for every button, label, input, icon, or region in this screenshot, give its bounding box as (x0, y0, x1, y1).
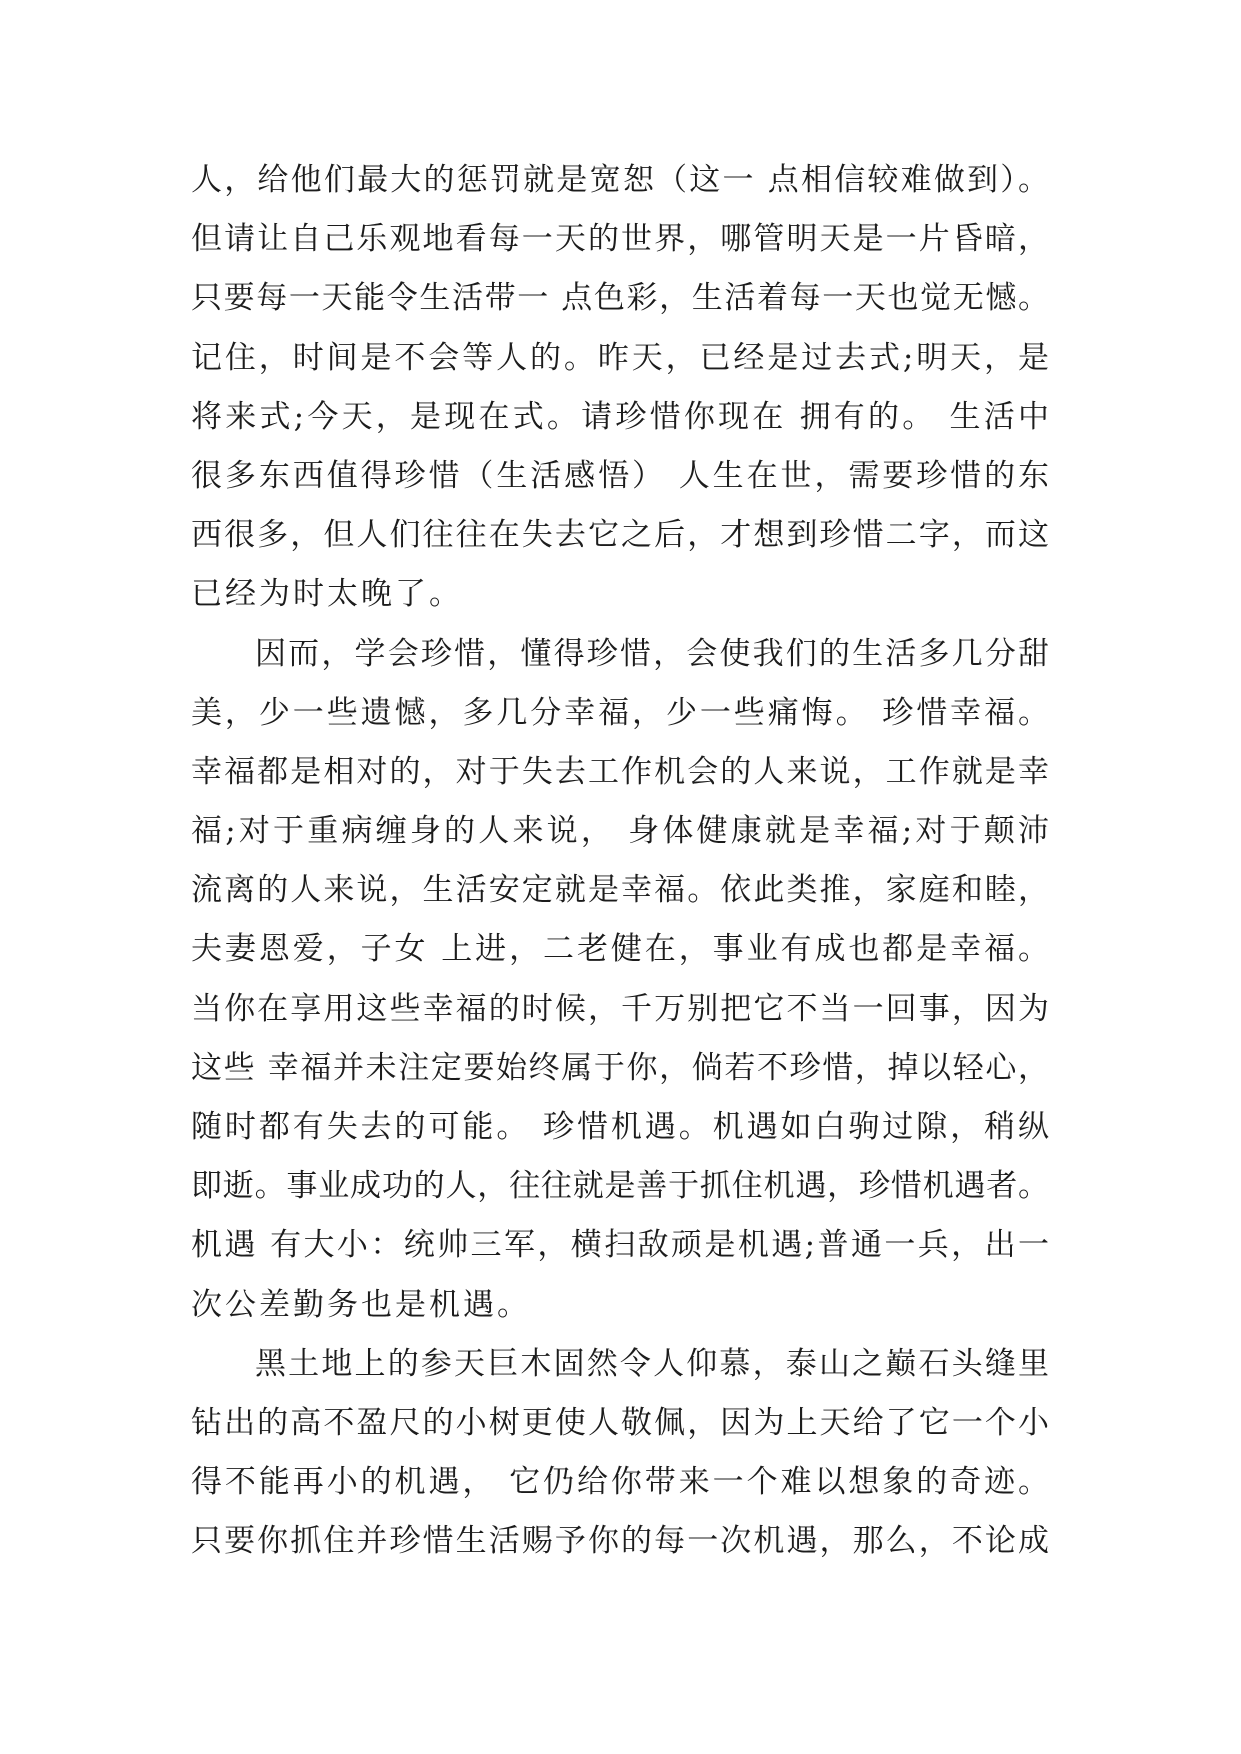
text-line: 已经为时太晚了。 (191, 576, 463, 613)
text-line: 福;对于重病缠身的人来说， 身体健康就是幸福;对于颠沛 (191, 813, 1049, 850)
text-line: 很多东西值得珍惜（生活感悟） 人生在世，需要珍惜的东 (191, 457, 1049, 494)
text-line: 随时都有失去的可能。 珍惜机遇。机遇如白驹过隙，稍纵 (191, 1109, 1049, 1145)
text-line: 幸福都是相对的，对于失去工作机会的人来说，工作就是幸 (191, 753, 1049, 790)
text-line: 次公差勤务也是机遇。 (191, 1286, 531, 1323)
text-line: 这些 幸福并未注定要始终属于你，倘若不珍惜，掉以轻心， (191, 1049, 1049, 1086)
text-line: 机遇 有大小：统帅三军，横扫敌顽是机遇;普通一兵，出一 (191, 1227, 1049, 1264)
paragraph-3 (191, 1335, 1049, 1572)
text-line: 得不能再小的机遇， 它仍给你带来一个难以想象的奇迹。 (191, 1464, 1049, 1501)
paragraph-2 (191, 625, 1049, 1335)
text-line: 钻出的高不盈尺的小树更使人敬佩，因为上天给了它一个小 (191, 1404, 1049, 1441)
text-line: 美，少一些遗憾，多几分幸福，少一些痛悔。 珍惜幸福。 (191, 694, 1049, 731)
paragraph-1 (191, 151, 1049, 625)
text-line: 只要你抓住并珍惜生活赐予你的每一次机遇，那么，不论成 (191, 1523, 1049, 1560)
text-line: 流离的人来说，生活安定就是幸福。依此类推，家庭和睦， (191, 872, 1049, 909)
text-line: 但请让自己乐观地看每一天的世界，哪管明天是一片昏暗， (191, 221, 1049, 258)
text-line: 夫妻恩爱，子女 上进，二老健在，事业有成也都是幸福。 (191, 931, 1049, 968)
text-line: 人，给他们最大的惩罚就是宽恕（这一 点相信较难做到）。 (191, 162, 1049, 198)
body-text (191, 151, 1049, 1572)
text-line: 西很多，但人们往往在失去它之后，才想到珍惜二字，而这 (191, 517, 1049, 554)
text-line: 记住，时间是不会等人的。昨天，已经是过去式;明天，是 (191, 339, 1049, 376)
text-line: 只要每一天能令生活带一 点色彩，生活着每一天也觉无憾。 (191, 280, 1049, 317)
text-line: 即逝。事业成功的人，往往就是善于抓住机遇，珍惜机遇者。 (191, 1168, 1049, 1205)
text-line: 因而，学会珍惜，懂得珍惜，会使我们的生活多几分甜 (255, 635, 1049, 672)
text-line: 将来式;今天，是现在式。请珍惜你现在 拥有的。 生活中 (191, 398, 1049, 435)
text-line: 当你在享用这些幸福的时候，千万别把它不当一回事，因为 (191, 990, 1049, 1027)
text-line: 黑土地上的参天巨木固然令人仰慕，泰山之巅石头缝里 (255, 1345, 1049, 1382)
